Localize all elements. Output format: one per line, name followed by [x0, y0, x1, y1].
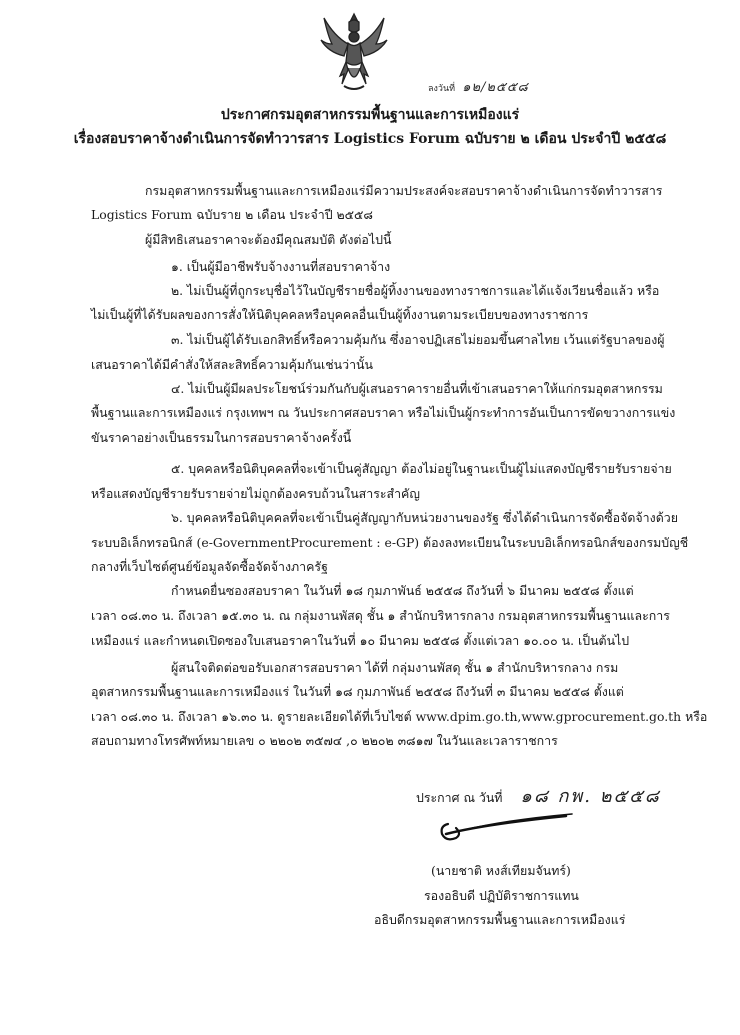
- body-line: Logistics Forum ฉบับราย ๒ เดือน ประจำปี ๒๕๕๘: [91, 207, 373, 222]
- document-number-label: ลงวันที่: [428, 84, 456, 94]
- body-line: กำหนดยื่นซองสอบราคา ในวันที่ ๑๘ กุมภาพันธ์ ๒๕๕๘ ถึงวันที่ ๖ มีนาคม ๒๕๕๘ ตั้งแต่: [171, 583, 634, 598]
- signature-mark: [426, 804, 576, 852]
- body-line: ๒. ไม่เป็นผู้ที่ถูกระบุชื่อไว้ในบัญชีรายชื่อผู้ทิ้งงานของทางราชการและได้แจ้งเวียนชื่อแล้ว หรือ: [171, 283, 660, 298]
- body-line: เวลา ๐๘.๓๐ น. ถึงเวลา ๑๕.๓๐ น. ณ กลุ่มงานพัสดุ ชั้น ๑ สำนักบริหารกลาง กรมอุตสาหกรรมพื้นฐานและการ: [91, 608, 670, 623]
- announcement-subject: เรื่องสอบราคาจ้างดำเนินการจัดทำวารสาร Logistics Forum ฉบับราย ๒ เดือน ประจำปี ๒๕๕๘: [73, 131, 667, 147]
- body-line: ไม่เป็นผู้ที่ได้รับผลของการสั่งให้นิติบุคคลหรือบุคคลอื่นเป็นผู้ทิ้งงานตามระเบียบของทางราชการ: [91, 307, 589, 322]
- garuda-emblem-icon: [318, 10, 390, 94]
- body-line: เสนอราคาได้มีคำสั่งให้สละสิทธิ์ความคุ้มกันเช่นว่านั้น: [91, 357, 373, 372]
- body-line: ๓. ไม่เป็นผู้ได้รับเอกสิทธิ์หรือความคุ้มกัน ซึ่งอาจปฏิเสธไม่ยอมขึ้นศาลไทย เว้นแต่รัฐบาลของผู้: [171, 332, 665, 347]
- body-line: กรมอุตสาหกรรมพื้นฐานและการเหมืองแร่มีความประสงค์จะสอบราคาจ้างดำเนินการจัดทำวารสาร: [145, 183, 663, 198]
- body-line: พื้นฐานและการเหมืองแร่ กรุงเทพฯ ณ วันประกาศสอบราคา หรือไม่เป็นผู้กระทำการอันเป็นการขัดขวางการแข่ง: [91, 405, 676, 420]
- body-line: อุตสาหกรรมพื้นฐานและการเหมืองแร่ ในวันที่ ๑๘ กุมภาพันธ์ ๒๕๕๘ ถึงวันที่ ๓ มีนาคม ๒๕๕๘ ตั้งแต่: [91, 684, 624, 699]
- body-line: ๕. บุคคลหรือนิติบุคคลที่จะเข้าเป็นคู่สัญญา ต้องไม่อยู่ในฐานะเป็นผู้ไม่แสดงบัญชีรายรับรายจ่าย: [171, 461, 672, 476]
- body-line: ผู้สนใจติดต่อขอรับเอกสารสอบราคา ได้ที่ กลุ่มงานพัสดุ ชั้น ๑ สำนักบริหารกลาง กรม: [171, 660, 619, 675]
- signer-name: (นายชาติ หงส์เทียมจันทร์): [431, 863, 571, 878]
- body-line: ๔. ไม่เป็นผู้มีผลประโยชน์ร่วมกันกับผู้เสนอราคารายอื่นที่เข้าเสนอราคาให้แก่กรมอุตสาหกรรม: [171, 381, 663, 396]
- body-line: หรือแสดงบัญชีรายรับรายจ่ายไม่ถูกต้องครบถ้วนในสาระสำคัญ: [91, 486, 420, 501]
- body-line: สอบถามทางโทรศัพท์หมายเลข ๐ ๒๒๐๒ ๓๕๗๔ ,๐ ๒๒๐๒ ๓๘๑๗ ในวันและเวลาราชการ: [91, 733, 558, 748]
- body-line: กลางที่เว็บไซต์ศูนย์ข้อมูลจัดซื้อจัดจ้างภาครัฐ: [91, 559, 328, 574]
- document-number: [428, 76, 529, 97]
- document-number-value: ๑๒/๒๕๕๘: [462, 80, 529, 95]
- announcement-title: ประกาศกรมอุตสาหกรรมพื้นฐานและการเหมืองแร่: [220, 107, 520, 123]
- announcement-date-value: ๑๘ กพ. ๒๕๕๘: [520, 786, 661, 807]
- announcement-date-label: ประกาศ ณ วันที่: [416, 790, 503, 805]
- signer-department: อธิบดีกรมอุตสาหกรรมพื้นฐานและการเหมืองแร่: [374, 912, 626, 927]
- signer-position: รองอธิบดี ปฏิบัติราชการแทน: [424, 888, 579, 903]
- body-line: เวลา ๐๘.๓๐ น. ถึงเวลา ๑๖.๓๐ น. ดูรายละเอียดได้ที่เว็บไซต์ www.dpim.go.th,www.gprocurement.go.th หรือ: [91, 709, 708, 724]
- body-line: เหมืองแร่ และกำหนดเปิดซองใบเสนอราคาในวันที่ ๑๐ มีนาคม ๒๕๕๘ ตั้งแต่เวลา ๑๐.๐๐ น. เป็นต้นไป: [91, 633, 630, 648]
- body-line: ๑. เป็นผู้มีอาชีพรับจ้างงานที่สอบราคาจ้าง: [171, 259, 391, 274]
- body-line: ๖. บุคคลหรือนิติบุคคลที่จะเข้าเป็นคู่สัญญากับหน่วยงานของรัฐ ซึ่งได้ดำเนินการจัดซื้อจัดจ้างด้วย: [171, 510, 678, 525]
- body-line: ผู้มีสิทธิเสนอราคาจะต้องมีคุณสมบัติ ดังต่อไปนี้: [145, 232, 392, 247]
- body-line: ระบบอิเล็กทรอนิกส์ (e-GovernmentProcurement : e-GP) ต้องลงทะเบียนในระบบอิเล็กทรอนิกส์ของกรมบัญชี: [91, 535, 689, 550]
- body-line: ขันราคาอย่างเป็นธรรมในการสอบราคาจ้างครั้งนี้: [91, 430, 352, 445]
